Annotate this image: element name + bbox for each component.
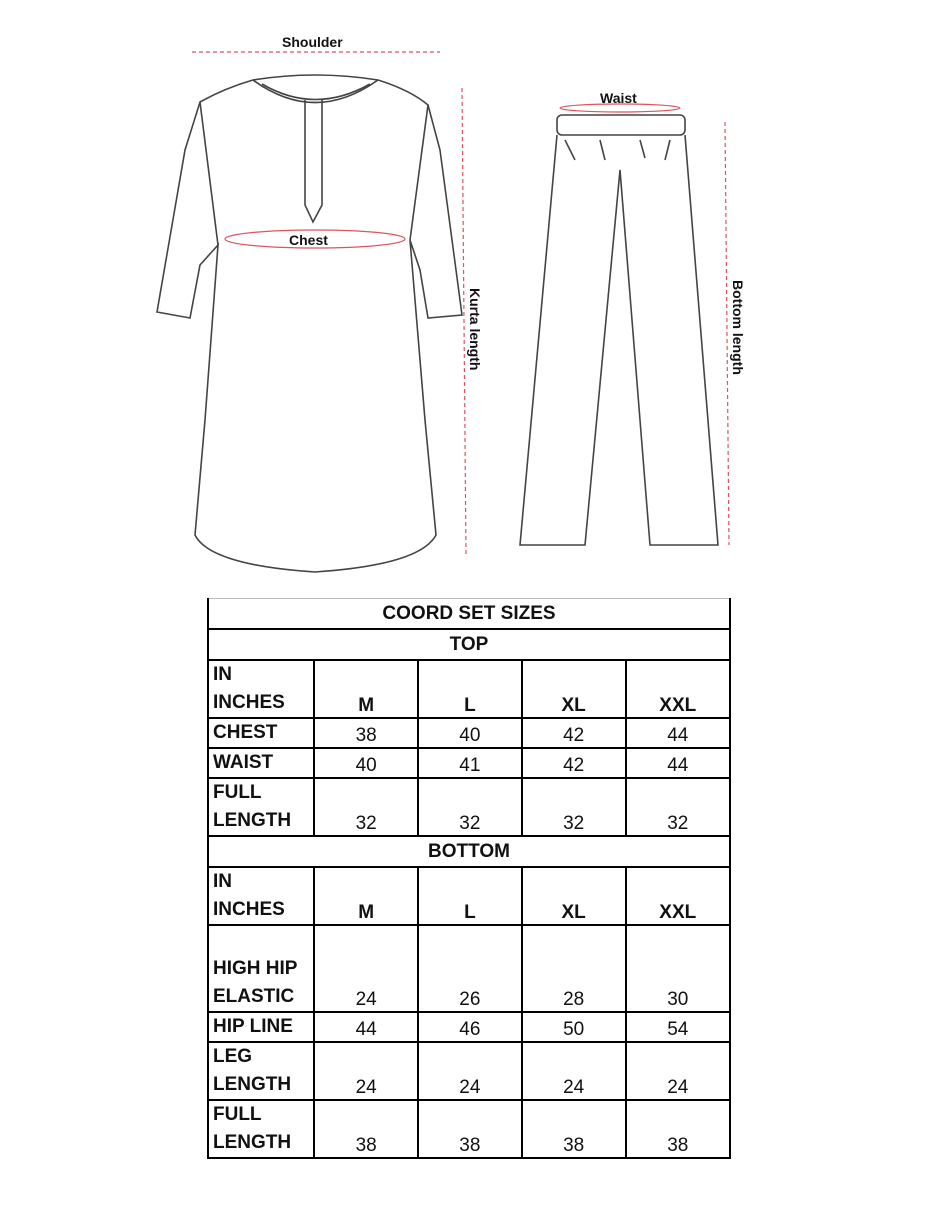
cell: 24 [522, 1042, 626, 1100]
table-row [208, 1042, 730, 1100]
cell: 50 [522, 1012, 626, 1042]
size-header: L [418, 660, 522, 718]
cell: 38 [314, 1100, 418, 1158]
kurta-drawing [157, 75, 462, 572]
cell: 42 [522, 748, 626, 778]
size-header: XL [522, 660, 626, 718]
waist-label: Waist [600, 90, 637, 106]
table-row [208, 778, 730, 836]
size-table [207, 598, 731, 1159]
unit-label: INCHES [213, 692, 285, 713]
table-row [208, 718, 730, 748]
top-header-row [208, 660, 730, 718]
section-bottom: BOTTOM [208, 836, 730, 867]
row-label: FULL [213, 1104, 262, 1125]
cell: 26 [418, 925, 522, 1012]
table-row [208, 748, 730, 778]
size-header: L [418, 867, 522, 925]
row-label: WAIST [208, 748, 314, 778]
chest-label: Chest [289, 232, 328, 248]
cell: 24 [314, 1042, 418, 1100]
row-label: LENGTH [213, 1074, 292, 1095]
cell: 38 [418, 1100, 522, 1158]
cell: 32 [314, 778, 418, 836]
cell: 41 [418, 748, 522, 778]
cell: 38 [522, 1100, 626, 1158]
kurta-length-label: Kurta length [467, 288, 483, 371]
cell: 28 [522, 925, 626, 1012]
unit-label: IN [213, 664, 232, 685]
cell: 42 [522, 718, 626, 748]
row-label: CHEST [208, 718, 314, 748]
unit-label: INCHES [213, 899, 285, 920]
cell: 44 [314, 1012, 418, 1042]
table-row [208, 925, 730, 1012]
cell: 44 [626, 748, 730, 778]
table-row [208, 1100, 730, 1158]
table-row [208, 1012, 730, 1042]
bottom-header-row [208, 867, 730, 925]
cell: 38 [626, 1100, 730, 1158]
row-label: LENGTH [213, 1132, 292, 1153]
pants-drawing [520, 115, 718, 545]
row-label: LENGTH [213, 810, 292, 831]
size-header: M [314, 867, 418, 925]
cell: 40 [418, 718, 522, 748]
shoulder-label: Shoulder [282, 34, 343, 50]
section-top: TOP [208, 629, 730, 660]
cell: 40 [314, 748, 418, 778]
size-header: XXL [626, 867, 730, 925]
size-header: XL [522, 867, 626, 925]
cell: 54 [626, 1012, 730, 1042]
bottom-length-label: Bottom length [730, 280, 746, 375]
cell: 44 [626, 718, 730, 748]
cell: 46 [418, 1012, 522, 1042]
cell: 30 [626, 925, 730, 1012]
size-header: XXL [626, 660, 730, 718]
table-title: COORD SET SIZES [208, 599, 730, 630]
row-label: LEG [213, 1046, 253, 1067]
row-label: HIGH HIP [213, 958, 298, 979]
cell: 32 [522, 778, 626, 836]
row-label: HIP LINE [208, 1012, 314, 1042]
size-header: M [314, 660, 418, 718]
cell: 38 [314, 718, 418, 748]
row-label: ELASTIC [213, 986, 295, 1007]
cell: 24 [314, 925, 418, 1012]
garment-diagram [0, 0, 936, 590]
cell: 24 [626, 1042, 730, 1100]
cell: 24 [418, 1042, 522, 1100]
row-label: FULL [213, 782, 262, 803]
cell: 32 [418, 778, 522, 836]
unit-label: IN [213, 871, 232, 892]
cell: 32 [626, 778, 730, 836]
